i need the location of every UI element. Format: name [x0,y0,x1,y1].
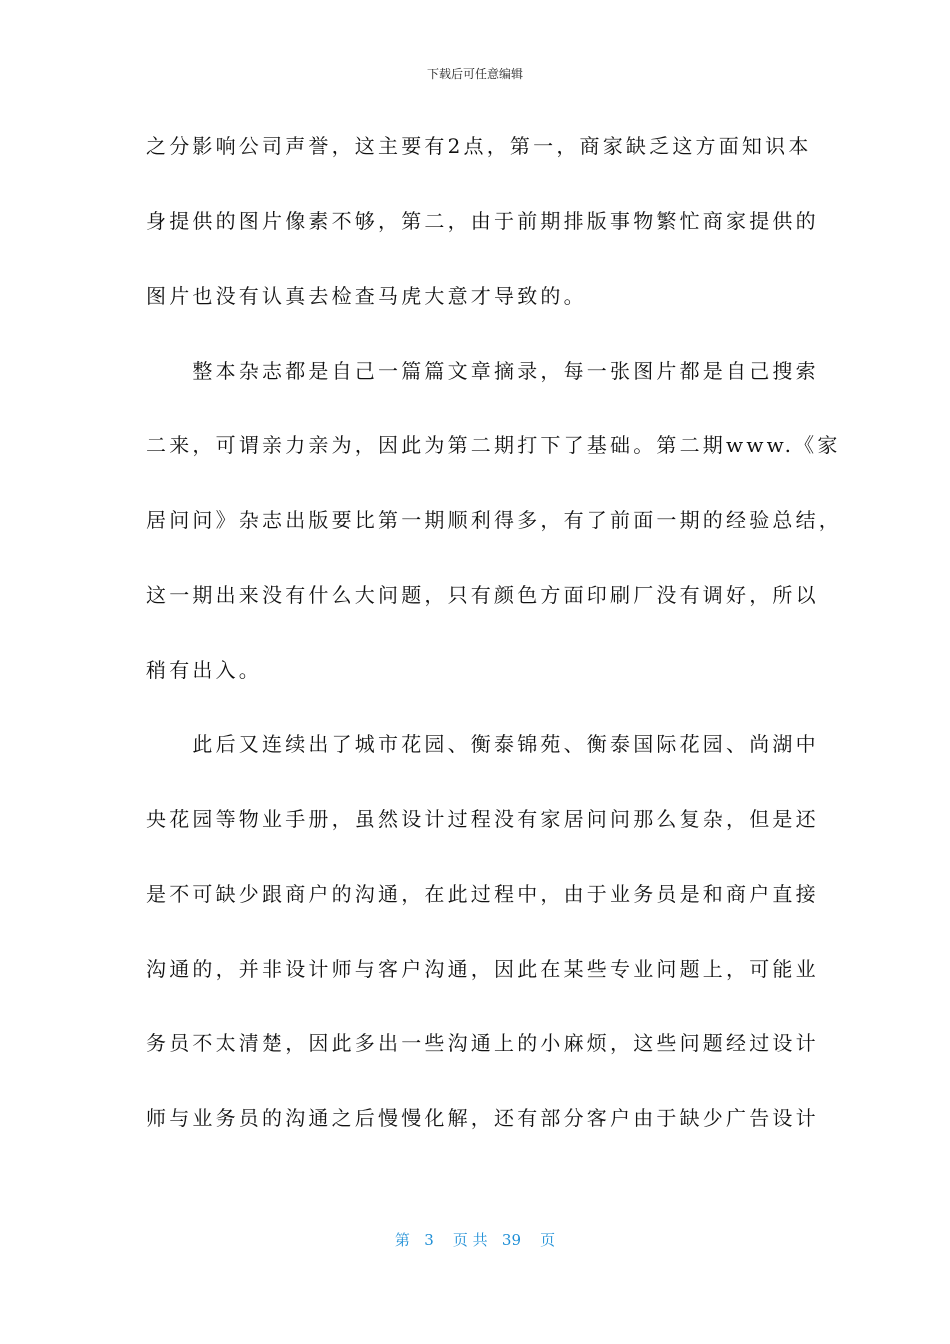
body-line: 央花园等物业手册，虽然设计过程没有家居问问那么复杂，但是还 [146,807,819,831]
body-line: 二来，可谓亲力亲为，因此为第二期打下了基础。第二期www.《家 [146,433,841,457]
page-footer [0,1230,950,1250]
footer-middle: 页 共 [452,1231,488,1249]
body-line: 师与业务员的沟通之后慢慢化解，还有部分客户由于缺少广告设计 [146,1106,819,1130]
body-line: 此后又连续出了城市花园、衡泰锦苑、衡泰国际花园、尚湖中 [146,732,819,756]
footer-suffix: 页 [540,1231,556,1249]
page-header: 下载后可任意编辑 [426,67,523,81]
footer-prefix: 第 [394,1231,410,1249]
body-line: 稍有出入。 [146,658,262,682]
body-line: 这一期出来没有什么大问题，只有颜色方面印刷厂没有调好，所以 [146,583,819,607]
body-line: 居问问》杂志出版要比第一期顺利得多，有了前面一期的经验总结， [146,508,842,532]
body-line: 整本杂志都是自己一篇篇文章摘录，每一张图片都是自己搜索 [146,359,819,383]
body-line: 务员不太清楚，因此多出一些沟通上的小麻烦，这些问题经过设计 [146,1031,819,1055]
body-line: 沟通的，并非设计师与客户沟通，因此在某些专业问题上，可能业 [146,957,819,981]
body-line: 是不可缺少跟商户的沟通，在此过程中，由于业务员是和商户直接 [146,882,819,906]
total-pages-number: 39 [501,1231,522,1249]
current-page-number: 3 [424,1231,434,1249]
body-line: 身提供的图片像素不够，第二，由于前期排版事物繁忙商家提供的 [146,209,819,233]
body-line: 图片也没有认真去检查马虎大意才导致的。 [146,284,587,308]
body-line: 之分影响公司声誉，这主要有2点，第一，商家缺乏这方面知识本 [146,134,812,158]
